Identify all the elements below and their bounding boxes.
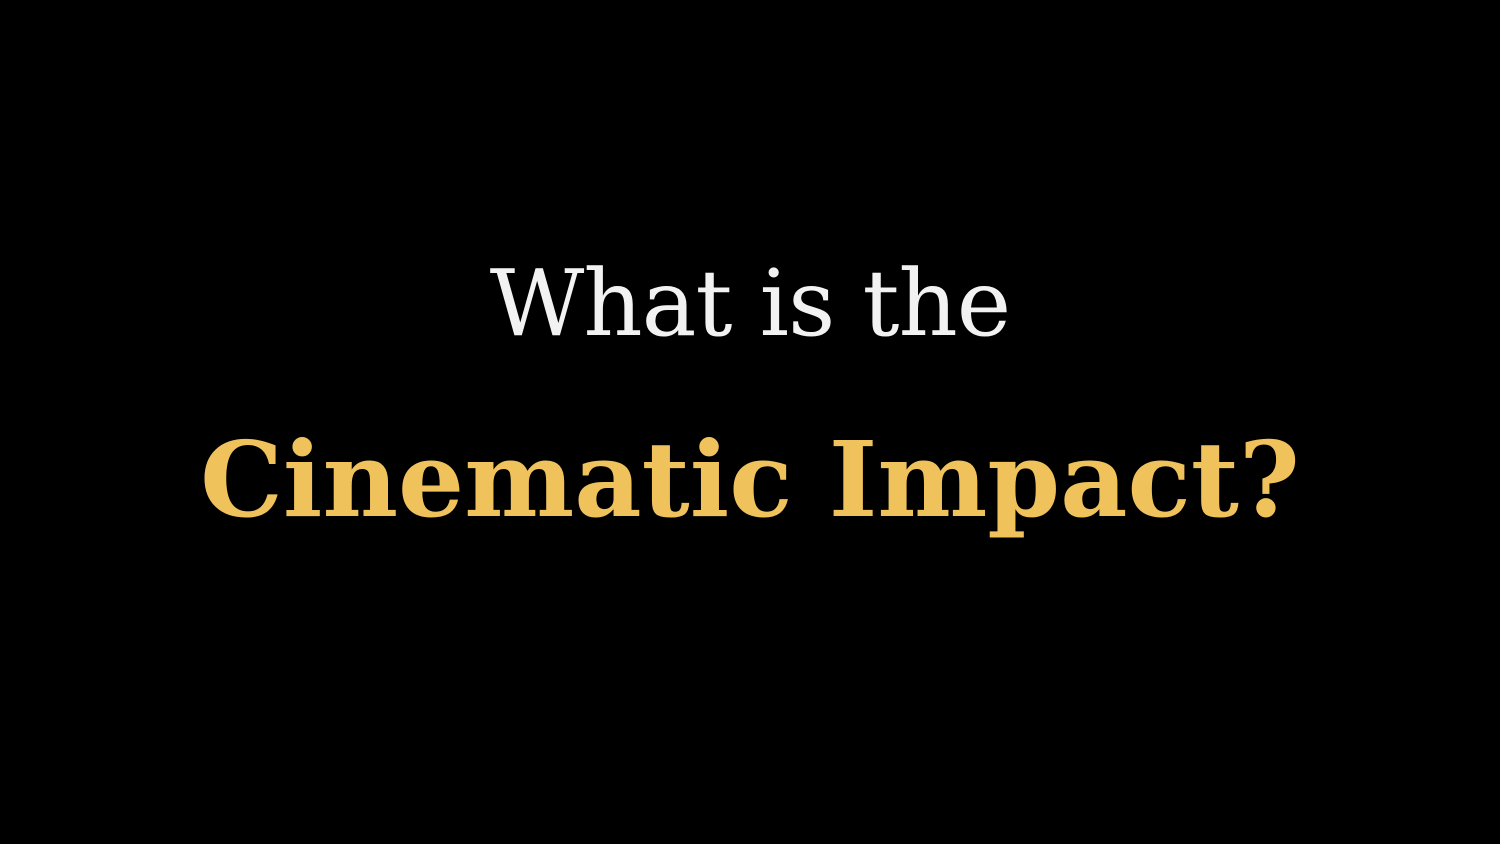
title-line-2-highlight: Cinematic Impact? xyxy=(200,418,1300,541)
title-line-1: What is the xyxy=(489,250,1011,357)
